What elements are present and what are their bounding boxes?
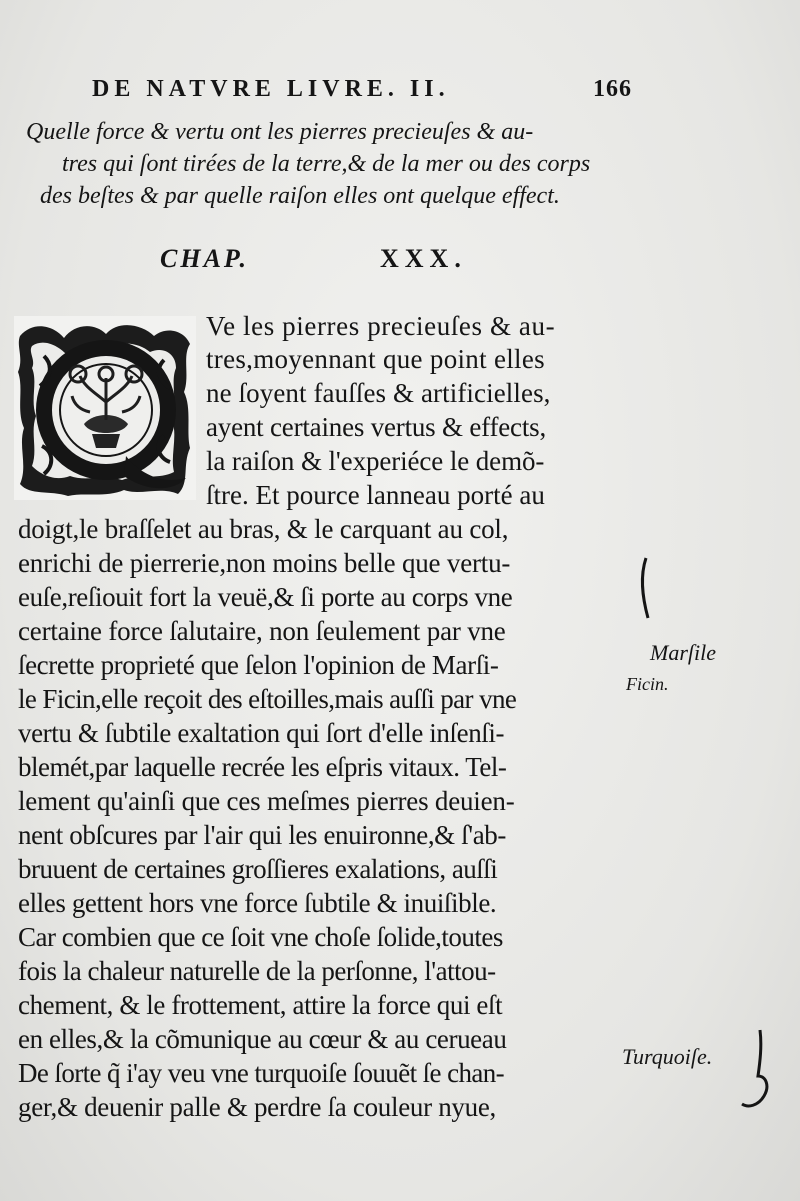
running-head-title: DE NATVRE LIVRE. II. <box>92 76 450 102</box>
body-line: le Ficin,elle reçoit des eſtoilles,mais auſſi par vne <box>18 684 517 714</box>
margin-note-turquoise: Turquoiſe. <box>622 1044 713 1069</box>
margin-flourish-icon <box>736 1026 772 1112</box>
summary-line: tres qui ſont tirées de la terre,& de la mer ou des corps <box>62 151 591 177</box>
body-line: elles gettent hors vne force ſubtile & inuiſible. <box>18 888 497 918</box>
chapter-label: CHAP. <box>160 244 249 273</box>
body-line: fois la chaleur naturelle de la perſonne, l'attou- <box>18 956 496 986</box>
body-line: ſecrette proprieté que ſelon l'opinion de Marſi- <box>18 650 499 680</box>
summary-line: Quelle force & vertu ont les pierres precieuſes & au- <box>26 119 534 145</box>
body-line: ſtre. Et pource lanneau porté au <box>206 480 545 510</box>
margin-bracket-icon <box>634 556 654 620</box>
margin-note-ficin: Ficin. <box>626 674 669 694</box>
summary-line: des beſtes & par quelle raiſon elles ont quelque effect. <box>40 183 560 209</box>
chapter-number: XXX. <box>380 244 467 273</box>
body-line: bruuent de certaines groſſieres exalations, auſſi <box>18 854 498 884</box>
body-line: ne ſoyent fauſſes & artificielles, <box>206 378 551 408</box>
body-line: De ſorte q̃ i'ay veu vne turquoiſe ſouuẽt ſe chan- <box>18 1058 505 1088</box>
body-line: chement, & le frottement, attire la force qui eſt <box>18 990 503 1020</box>
body-line: lement qu'ainſi que ces meſmes pierres deuien- <box>18 786 515 816</box>
body-line: doigt,le braſſelet au bras, & le carquant au col, <box>18 514 509 544</box>
body-line: certaine force ſalutaire, non ſeulement par vne <box>18 616 506 646</box>
body-line: blemét,par laquelle recrée les eſpris vitaux. Tel- <box>18 752 507 782</box>
body-line: la raiſon & l'experiéce le demõ- <box>206 446 545 476</box>
margin-note-marsile: Marſile <box>650 640 716 665</box>
body-line: Ve les pierres precieuſes & au- <box>206 311 556 341</box>
body-line: ger,& deuenir palle & perdre ſa couleur nyue, <box>18 1092 496 1122</box>
body-line: euſe,reſiouit fort la veuë,& ſi porte au corps vne <box>18 582 513 612</box>
body-line: Car combien que ce ſoit vne choſe ſolide,toutes <box>18 922 503 952</box>
body-line: en elles,& la cõmunique au cœur & au cerueau <box>18 1024 507 1054</box>
body-line: vertu & ſubtile exaltation qui ſort d'elle inſenſi- <box>18 718 505 748</box>
page-number: 166 <box>593 76 632 102</box>
body-line: enrichi de pierrerie,non moins belle que vertu- <box>18 548 511 578</box>
body-line: ayent certaines vertus & effects, <box>206 412 546 442</box>
body-line: nent obſcures par l'air qui les enuironne,& ſ'ab- <box>18 820 506 850</box>
body-line: tres,moyennant que point elles <box>206 344 545 374</box>
